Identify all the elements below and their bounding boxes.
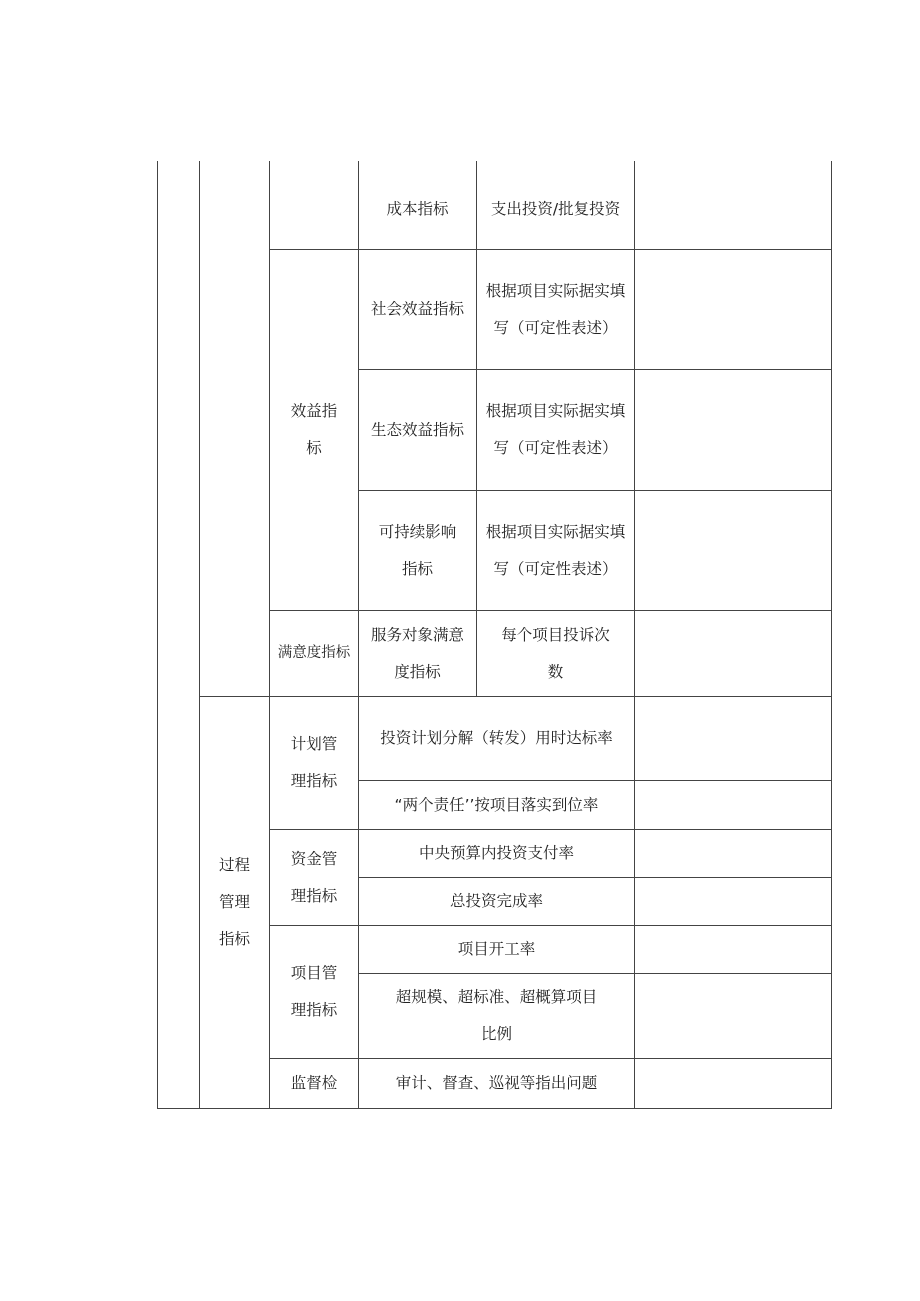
process-group-line3: 指标	[218, 930, 250, 948]
eco-benefit-value-line2: 写（可定性表述）	[493, 439, 618, 457]
cost-indicator-label	[359, 170, 476, 249]
project-mgmt-item2-line1: 超规模、超标准、超概算项目	[395, 988, 598, 1006]
table-border	[634, 696, 635, 1108]
satisfaction-value-line1: 每个项目投诉次	[501, 625, 610, 644]
process-group-line2: 管理	[218, 893, 250, 911]
social-benefit-label	[359, 250, 476, 369]
social-benefit-value-line2: 写（可定性表述）	[493, 318, 618, 337]
satisfaction-group-text: 满意度指标	[277, 645, 351, 661]
plan-mgmt-line2: 理指标	[290, 772, 338, 790]
fund-mgmt-item1	[359, 830, 634, 877]
eco-benefit-label	[359, 370, 476, 490]
project-mgmt-item2-line2: 比例	[480, 1025, 512, 1043]
project-mgmt-item2	[359, 974, 634, 1058]
satisfaction-label-line1: 服务对象满意	[370, 625, 464, 644]
sustainable-value-line2: 写（可定性表述）	[493, 559, 618, 578]
supervision-label	[270, 1059, 358, 1108]
eco-benefit-value	[477, 370, 634, 490]
satisfaction-value-line2: 数	[547, 662, 564, 681]
benefit-group-line1: 效益指	[290, 402, 338, 420]
social-benefit-value	[477, 250, 634, 369]
eco-benefit-text: 生态效益指标	[370, 420, 464, 439]
plan-mgmt-item1-text: 投资计划分解（转发）用时达标率	[380, 729, 613, 747]
benefit-group-line2: 标	[306, 439, 322, 457]
process-group-line1: 过程	[218, 856, 250, 874]
fund-mgmt-line2: 理指标	[290, 886, 338, 905]
cost-indicator-value	[477, 170, 634, 249]
sustainable-value-line1: 根据项目实际据实填	[485, 522, 626, 541]
plan-mgmt-item2	[359, 781, 634, 829]
project-mgmt-item1	[359, 926, 634, 973]
table-border	[157, 161, 158, 1108]
satisfaction-group-label	[270, 611, 358, 696]
sustainable-label	[359, 491, 476, 610]
fund-mgmt-item2	[359, 878, 634, 925]
fund-mgmt-line1: 资金管	[290, 849, 338, 868]
project-mgmt-line1: 项目管	[290, 964, 338, 982]
social-benefit-value-line1: 根据项目实际据实填	[485, 281, 626, 300]
sustainable-label-line1: 可持续影响	[378, 522, 457, 541]
fund-mgmt-item2-text: 总投资完成率	[449, 892, 543, 910]
project-mgmt-label	[270, 926, 358, 1058]
fund-mgmt-label	[270, 830, 358, 925]
cost-indicator-text: 成本指标	[386, 200, 449, 218]
process-group-label	[200, 697, 269, 1108]
supervision-item-text: 审计、督查、巡视等指出问题	[395, 1074, 598, 1092]
table-border	[634, 161, 635, 696]
satisfaction-value	[477, 611, 634, 696]
plan-mgmt-line1: 计划管	[290, 735, 338, 753]
benefit-group-label	[270, 250, 358, 610]
table-border	[831, 161, 832, 1108]
supervision-label-text: 监督检	[290, 1074, 338, 1092]
social-benefit-text: 社会效益指标	[370, 300, 464, 318]
satisfaction-label-line2: 度指标	[394, 662, 441, 681]
project-mgmt-item1-text: 项目开工率	[457, 940, 536, 958]
eco-benefit-value-line1: 根据项目实际据实填	[485, 402, 626, 420]
sustainable-label-line2: 指标	[401, 559, 433, 578]
supervision-item	[359, 1059, 634, 1108]
fund-mgmt-item1-text: 中央预算内投资支付率	[418, 844, 574, 862]
table-border	[157, 1108, 832, 1109]
plan-mgmt-item2-text: “两个责任’’按项目落实到位率	[394, 795, 599, 814]
satisfaction-label	[359, 611, 476, 696]
sustainable-value	[477, 491, 634, 610]
plan-mgmt-item1	[359, 697, 634, 780]
project-mgmt-line2: 理指标	[290, 1001, 338, 1019]
plan-mgmt-label	[270, 697, 358, 829]
cost-indicator-value-text: 支出投资/批复投资	[490, 200, 621, 218]
